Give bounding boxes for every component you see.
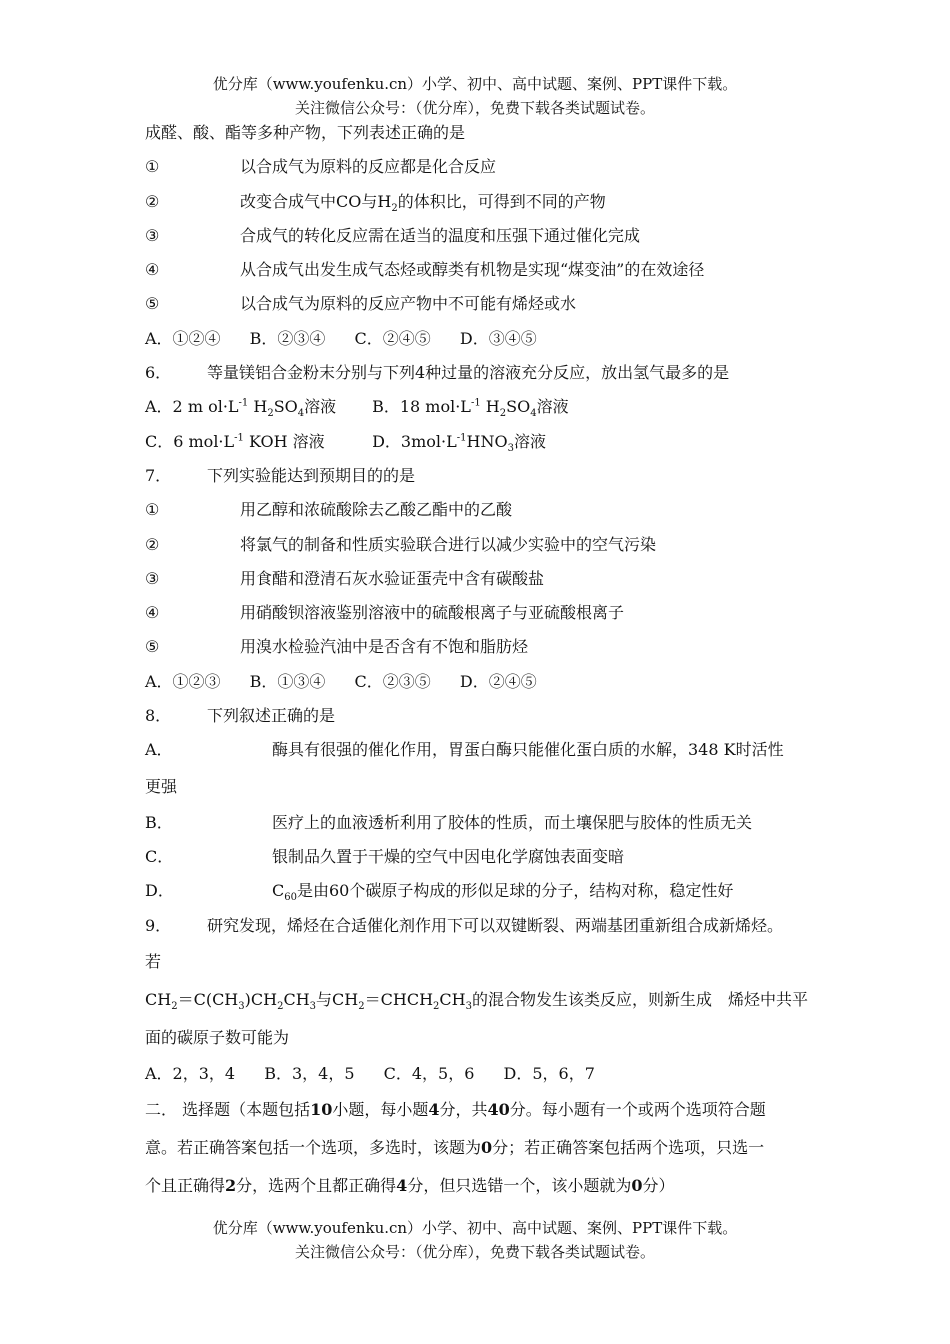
header-line-1: 优分库（www.youfenku.cn）小学、初中、高中试题、案例、PPT课件下载。 [212, 75, 738, 93]
item-text: 用溴水检验汽油中是否含有不饱和脂肪烃 [240, 637, 529, 657]
question-number: 7． [145, 465, 172, 485]
choice-a: A．①②④ [145, 328, 221, 348]
q5-item-4 [145, 253, 825, 287]
choice-b: B．3，4，5 [264, 1063, 355, 1083]
q9-formula-line: $CH_2=C(CH_3)CH_2CH_3$与$CH_2=CHCH_2CH_3$的混合物发生该类反应，则新生成 烯烃中共平 [145, 989, 808, 1013]
q5-item-1 [145, 150, 825, 184]
q7-item-4 [145, 596, 825, 630]
choice-b: B．18 $mol\cdot L^{-1}$ $H_2SO_4$溶液 [372, 397, 569, 420]
choice-a: A．①②③ [145, 671, 221, 691]
footer-line-2: 关注微信公众号：（优分库），免费下载各类试题试卷。 [294, 1243, 655, 1261]
page-footer [0, 1216, 950, 1264]
question-text: 等量镁铝合金粉末分别与下列4种过量的溶液充分反应，放出氢气最多的是 [207, 363, 730, 383]
item-text: 从合成气出发生成气态烃或醇类有机物是实现“煤变油”的在效途径 [240, 260, 705, 280]
q9-choices [145, 1057, 825, 1091]
option-text: 酶具有很强的催化作用，胃蛋白酶只能催化蛋白质的水解，348 K时活性 [272, 740, 784, 760]
section2-line-1: 二． 选择题（本题包括10小题，每小题4分，共40分。每小题有一个或两个选项符合题 [145, 1100, 766, 1120]
item-mark: ② [145, 191, 160, 211]
q5-item-3 [145, 219, 825, 253]
section2-line-3: 个且正确得2分，选两个且都正确得4分，但只选错一个，该小题就为0分） [145, 1176, 675, 1196]
item-mark: ⑤ [145, 637, 160, 657]
choice-b: B．①③④ [249, 671, 326, 691]
option-mark: D． [145, 881, 174, 901]
q6-choices-ab [145, 390, 825, 424]
item-text: 用乙醇和浓硫酸除去乙酸乙酯中的乙酸 [240, 500, 513, 520]
item-mark: ① [145, 157, 160, 177]
item-mark: ② [145, 534, 160, 554]
choice-b: B．②③④ [249, 328, 326, 348]
item-text: 以合成气为原料的反应产物中不可能有烯烃或水 [240, 294, 577, 314]
formula-1: $CH_2=C(CH_3)CH_2CH_3$ [145, 989, 317, 1013]
choice-c: C．4，5，6 [383, 1063, 475, 1083]
q7-stem [145, 459, 825, 493]
item-text: 用食醋和澄清石灰水验证蛋壳中含有碳酸盐 [240, 568, 545, 588]
item-mark: ③ [145, 568, 160, 588]
q7-item-1 [145, 493, 825, 527]
q8-option-b [145, 806, 825, 840]
option-text: $C_{60}$是由60个碳原子构成的形似足球的分子，结构对称，稳定性好 [272, 881, 734, 904]
question-text: 下列实验能达到预期目的的是 [207, 465, 416, 485]
item-mark: ① [145, 500, 160, 520]
question-text: 研究发现，烯烃在合适催化剂作用下可以双键断裂、两端基团重新组合成新烯烃。 [207, 915, 784, 935]
option-mark: C． [145, 846, 174, 866]
q5-item-2 [145, 185, 825, 219]
option-text: 医疗上的血液透析利用了胶体的性质，而土壤保肥与胶体的性质无关 [272, 812, 753, 832]
choice-a: A．2 m $ol\cdot L^{-1}$ $H_2SO_4$溶液 [145, 397, 337, 420]
q7-item-3 [145, 562, 825, 596]
q8-option-a-cont: 更强 [145, 776, 178, 796]
choice-c: C．6 $mol\cdot L^{-1}$ KOH 溶液 [145, 431, 325, 451]
q9-stem [145, 909, 825, 943]
choice-c: C．②④⑤ [354, 328, 431, 348]
item-text: 用硝酸钡溶液鉴别溶液中的硫酸根离子与亚硫酸根离子 [240, 603, 625, 623]
q9-stem-2: 若 [145, 951, 162, 971]
q7-choices [145, 665, 825, 699]
choice-d: D．③④⑤ [459, 328, 537, 348]
choice-c: C．②③⑤ [354, 671, 431, 691]
item-mark: ④ [145, 603, 160, 623]
q5-item-5 [145, 287, 825, 321]
q8-option-d [145, 874, 825, 908]
page-header [0, 72, 950, 120]
q8-stem [145, 699, 825, 733]
q9-stem-4: 面的碳原子数可能为 [145, 1027, 290, 1047]
q7-item-2 [145, 528, 825, 562]
q6-choices-cd [145, 425, 825, 459]
section2-line-2: 意。若正确答案包括一个选项，多选时，该题为0分；若正确答案包括两个选项，只选一 [145, 1138, 765, 1158]
q8-option-c [145, 840, 825, 874]
option-mark: A． [145, 740, 173, 760]
option-text: 银制品久置于干燥的空气中因电化学腐蚀表面变暗 [272, 846, 625, 866]
item-mark: ③ [145, 225, 160, 245]
item-text: 改变合成气中CO与$H_2$的体积比，可得到不同的产物 [240, 191, 606, 214]
item-text: 以合成气为原料的反应都是化合反应 [240, 157, 497, 177]
item-mark: ④ [145, 260, 160, 280]
option-mark: B． [145, 812, 173, 832]
item-text: 合成气的转化反应需在适当的温度和压强下通过催化完成 [240, 225, 641, 245]
document-body [145, 116, 825, 1205]
footer-line-1: 优分库（www.youfenku.cn）小学、初中、高中试题、案例、PPT课件下载。 [212, 1219, 738, 1237]
question-number: 6． [145, 363, 172, 383]
choice-d: D．$3mol\cdot L^{-1}HNO_3$溶液 [372, 431, 546, 454]
item-mark: ⑤ [145, 294, 160, 314]
question-number: 9． [145, 915, 172, 935]
choice-a: A．2，3，4 [145, 1063, 236, 1083]
q5-stem-tail: 成醛、酸、酯等多种产物，下列表述正确的是 [145, 123, 466, 142]
header-line-2: 关注微信公众号：（优分库），免费下载各类试题试卷。 [294, 99, 655, 117]
q7-item-5 [145, 630, 825, 664]
choice-d: D．②④⑤ [459, 671, 537, 691]
question-number: 8． [145, 706, 172, 726]
formula-2: $CH_2=CHCH_2CH_3$ [332, 989, 472, 1013]
item-text: 将氯气的制备和性质实验联合进行以减少实验中的空气污染 [240, 534, 657, 554]
q6-stem [145, 356, 825, 390]
question-text: 下列叙述正确的是 [207, 706, 336, 726]
q5-choices [145, 322, 825, 356]
q8-option-a [145, 733, 825, 767]
choice-d: D．5，6，7 [503, 1063, 595, 1083]
